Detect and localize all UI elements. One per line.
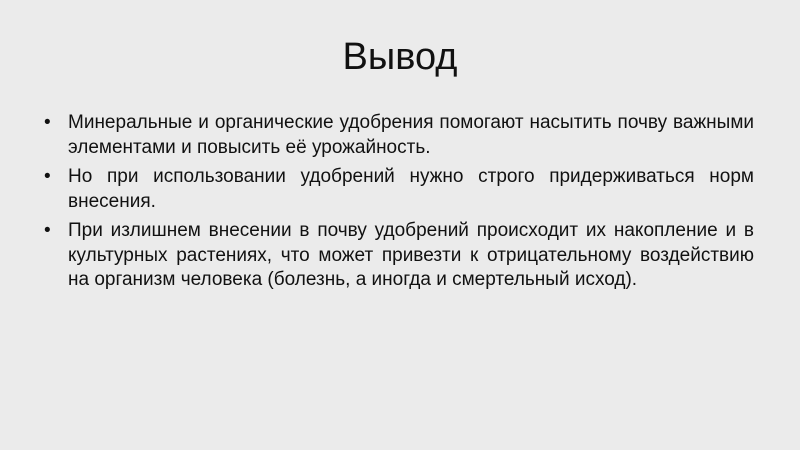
slide-title: Вывод: [342, 36, 458, 78]
bullet-item-3: • При излишнем внесении в почву удобрений происходит их накопление и в культурных растениях, что может привезти к отрицательному воздействию на организм человека (болезнь, а иногда и смертельный исход).: [68, 219, 754, 293]
bullet-list: [68, 111, 754, 298]
bullet-item-2: • Но при использовании удобрений нужно строго придерживаться норм внесения.: [68, 165, 754, 214]
bullet-item-1: • Минеральные и органические удобрения помогают насытить почву важными элементами и повысить её урожайность.: [68, 111, 754, 160]
